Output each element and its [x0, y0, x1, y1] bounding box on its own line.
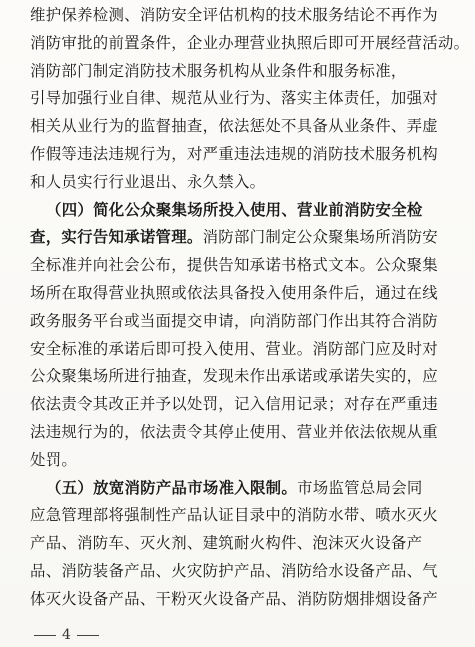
line-text: 体灭火设备产品、干粉灭火设备产品、消防防烟排烟设备产 — [30, 589, 438, 608]
paragraph-line — [0, 58, 475, 84]
paragraph-line — [0, 558, 475, 584]
line-text: 产品、消防车、灭火剂、建筑耐火构件、泡沫灭火设备产 — [30, 534, 423, 553]
paragraph-line — [0, 447, 475, 473]
line-text: 应急管理部将强制性产品认证目录中的消防水带、喷水灭火 — [30, 506, 438, 525]
paragraph-line — [0, 502, 475, 528]
dash-right — [77, 635, 99, 636]
line-text: 消防审批的前置条件，企业办理营业执照后即可开展经营活动。 — [30, 33, 470, 52]
section-heading: （四）简化公众聚集场所投入使用、营业前消防安全检 — [46, 200, 423, 219]
line-text: 全标准并向社会公布，提供告知承诺书格式文本。公众聚集 — [30, 256, 438, 275]
line-text: 处罚。 — [30, 450, 78, 469]
paragraph-line — [0, 336, 475, 362]
line-text: 依法责令其改正并予以处罚，记入信用记录；对存在严重违 — [30, 395, 438, 414]
paragraph-line-partial — [0, 586, 475, 612]
page-number: 4 — [62, 627, 71, 643]
section-heading: 查，实行告知承诺管理。 — [30, 228, 203, 247]
paragraph-line — [0, 113, 475, 139]
paragraph-line — [0, 308, 475, 334]
line-text: 场所在取得营业执照或依法具备投入使用条件后，通过在线 — [30, 284, 438, 302]
line-text: 法违规行为的，依法责令其停止使用、营业并依法依规从重 — [30, 423, 438, 441]
paragraph-line — [0, 280, 475, 306]
line-text: 引导加强行业自律、规范从业行为、落实主体责任，加强对 — [30, 89, 438, 108]
line-text: 作假等违法违规行为，对严重违法违规的消防技术服务机构 — [30, 145, 438, 163]
section-heading-line — [0, 475, 475, 501]
section-heading: （五）放宽消防产品市场准入限制。 — [46, 478, 298, 497]
line-text: 消防部门制定公众聚集场所消防安 — [202, 228, 438, 247]
line-text: 安全标准的承诺后即可投入使用、营业。消防部门应及时对 — [30, 339, 438, 358]
paragraph-line — [0, 2, 475, 28]
paragraph-line — [0, 419, 475, 445]
section-heading-line — [0, 197, 475, 223]
line-text: 和人员实行行业退出、永久禁入。 — [30, 172, 266, 191]
paragraph-line — [0, 85, 475, 111]
paragraph-line — [0, 30, 475, 56]
line-text: 相关从业行为的监督抽查，依法惩处不具备从业条件、弄虚 — [30, 117, 438, 136]
line-text: 政务服务平台或当面提交申请，向消防部门作出其符合消防 — [30, 311, 438, 330]
line-text: 品、消防装备产品、火灾防护产品、消防给水设备产品、气 — [30, 562, 438, 580]
line-text: 公众聚集场所进行抽查，发现未作出承诺或承诺失实的，应 — [30, 367, 438, 386]
paragraph-line — [0, 141, 475, 167]
paragraph-line — [0, 252, 475, 278]
dash-left — [34, 635, 56, 636]
paragraph-line — [0, 169, 475, 195]
line-text: 消防部门制定消防技术服务机构从业条件和服务标准， — [30, 61, 407, 80]
paragraph-line — [0, 391, 475, 417]
paragraph-line — [0, 363, 475, 389]
page-number-footer — [28, 626, 105, 644]
line-text: 市场监管总局会同 — [297, 478, 423, 497]
line-text: 维护保养检测、消防安全评估机构的技术服务结论不再作为 — [30, 6, 438, 24]
paragraph-line — [0, 224, 475, 250]
paragraph-line — [0, 530, 475, 556]
